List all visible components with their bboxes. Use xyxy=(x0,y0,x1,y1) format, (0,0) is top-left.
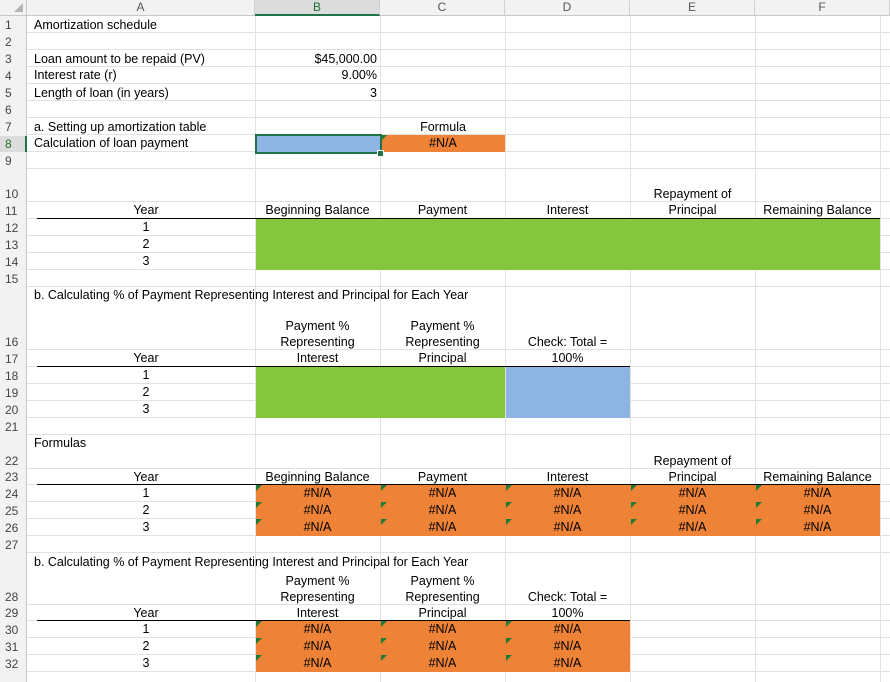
amortization-input-range[interactable] xyxy=(256,219,880,270)
sb-pct-principal-line3: Principal xyxy=(418,351,467,365)
error-indicator-icon[interactable] xyxy=(381,519,387,525)
formulas-label[interactable]: Formulas xyxy=(34,436,87,450)
gridline-h xyxy=(27,83,890,84)
error-indicator-icon[interactable] xyxy=(506,638,512,644)
row-header-17[interactable]: 17 xyxy=(0,351,27,367)
sb2-row3-pct-interest[interactable]: #N/A xyxy=(303,656,332,670)
f-row1-year[interactable]: 1 xyxy=(142,486,150,500)
t1-year-2[interactable]: 2 xyxy=(142,237,150,251)
formula-value[interactable]: #N/A xyxy=(429,136,457,150)
error-indicator-icon[interactable] xyxy=(506,502,512,508)
row-header-2[interactable]: 2 xyxy=(0,34,27,50)
sheet-title[interactable]: Amortization schedule xyxy=(34,18,157,32)
error-indicator-icon[interactable] xyxy=(631,519,637,525)
sb-year-3[interactable]: 3 xyxy=(142,402,150,416)
formula-label[interactable]: Formula xyxy=(420,120,466,134)
sb2-pct-principal-line3: Principal xyxy=(418,606,467,620)
percent-input-range[interactable] xyxy=(256,367,505,418)
rate-label[interactable]: Interest rate (r) xyxy=(34,68,117,82)
error-indicator-icon[interactable] xyxy=(506,621,512,627)
check-input-range[interactable] xyxy=(506,367,630,418)
sb-year-1[interactable]: 1 xyxy=(142,368,150,382)
sb2-header-year[interactable]: Year xyxy=(133,606,159,620)
t1-header-interest[interactable]: Interest xyxy=(546,203,589,217)
error-indicator-icon[interactable] xyxy=(256,638,262,644)
sb2-header-pct-interest[interactable] xyxy=(255,573,380,621)
row-header-12[interactable]: 12 xyxy=(0,220,27,236)
t1-header-year[interactable]: Year xyxy=(133,203,159,217)
row-header-14[interactable]: 14 xyxy=(0,254,27,270)
row-header-23[interactable]: 23 xyxy=(0,469,27,485)
pv-label[interactable]: Loan amount to be repaid (PV) xyxy=(34,52,205,66)
sb2-check-line2: 100% xyxy=(551,606,584,620)
sb2-row2-pct-interest[interactable]: #N/A xyxy=(303,639,332,653)
f-header-repayment-line2[interactable]: Principal xyxy=(668,470,717,484)
f-row3-interest[interactable]: #N/A xyxy=(553,520,582,534)
t1-year-3[interactable]: 3 xyxy=(142,254,150,268)
rate-value[interactable]: 9.00% xyxy=(341,68,377,82)
sb2-row2-check[interactable]: #N/A xyxy=(553,639,582,653)
sb-pct-interest-line1: Payment % xyxy=(285,319,350,333)
error-indicator-icon[interactable] xyxy=(256,485,262,491)
sb2-pct-interest-line2: Representing xyxy=(280,590,355,604)
error-indicator-icon[interactable] xyxy=(631,485,637,491)
error-indicator-icon[interactable] xyxy=(756,519,762,525)
sb-year-2[interactable]: 2 xyxy=(142,385,150,399)
sb2-pct-interest-line3: Interest xyxy=(296,606,339,620)
sb2-row3-pct-principal[interactable]: #N/A xyxy=(428,656,457,670)
years-label[interactable]: Length of loan (in years) xyxy=(34,86,169,100)
calc-payment-label[interactable]: Calculation of loan payment xyxy=(34,136,189,150)
gridline-h xyxy=(27,49,890,50)
column-header-e[interactable]: E xyxy=(630,0,755,16)
row-header-9[interactable]: 9 xyxy=(0,153,27,169)
f-row3-payment[interactable]: #N/A xyxy=(428,520,457,534)
row-header-13[interactable]: 13 xyxy=(0,237,27,253)
f-row2-repayment[interactable]: #N/A xyxy=(678,503,707,517)
row-header-11[interactable]: 11 xyxy=(0,203,27,219)
sb-header-check[interactable] xyxy=(505,334,630,366)
row-header-16[interactable]: 16 xyxy=(0,334,27,350)
sb2-pct-interest-line1: Payment % xyxy=(285,574,350,588)
row-header-6[interactable]: 6 xyxy=(0,102,27,118)
column-header-c[interactable]: C xyxy=(380,0,505,16)
f-row1-interest[interactable]: #N/A xyxy=(553,486,582,500)
f-row3-year[interactable]: 3 xyxy=(142,520,150,534)
error-indicator-icon[interactable] xyxy=(381,485,387,491)
gridline-h xyxy=(27,434,890,435)
error-indicator-icon[interactable] xyxy=(631,502,637,508)
row-header-5[interactable]: 5 xyxy=(0,85,27,101)
sb2-row2-year[interactable]: 2 xyxy=(142,639,150,653)
error-indicator-icon[interactable] xyxy=(756,485,762,491)
gridline-h xyxy=(27,168,890,169)
t1-header-repayment-line2[interactable]: Principal xyxy=(668,203,717,217)
section-a-heading[interactable]: a. Setting up amortization table xyxy=(34,120,207,134)
sb2-header-pct-principal[interactable] xyxy=(380,573,505,621)
row-header-18[interactable]: 18 xyxy=(0,368,27,384)
row-header-4[interactable]: 4 xyxy=(0,68,27,84)
sb2-row2-pct-principal[interactable]: #N/A xyxy=(428,639,457,653)
error-indicator-icon[interactable] xyxy=(506,519,512,525)
f-row1-remaining[interactable]: #N/A xyxy=(803,486,832,500)
sb2-check-line1: Check: Total = xyxy=(527,590,608,604)
f-row1-beginning[interactable]: #N/A xyxy=(303,486,332,500)
fill-handle[interactable] xyxy=(377,150,384,157)
sb2-row1-pct-principal[interactable]: #N/A xyxy=(428,622,457,636)
f-row3-remaining[interactable]: #N/A xyxy=(803,520,832,534)
sb2-header-check[interactable] xyxy=(505,589,630,621)
f-row2-payment[interactable]: #N/A xyxy=(428,503,457,517)
row-header-31[interactable]: 31 xyxy=(0,639,27,655)
row-header-22[interactable]: 22 xyxy=(0,453,27,469)
f-header-payment[interactable]: Payment xyxy=(417,470,468,484)
years-value[interactable]: 3 xyxy=(370,86,377,100)
f-header-repayment-line1[interactable]: Repayment of xyxy=(653,454,732,468)
section-b2-heading[interactable]: b. Calculating % of Payment Representing Interest and Principal for Each Year xyxy=(34,555,469,569)
sb-pct-principal-line1: Payment % xyxy=(410,319,475,333)
row-header-24[interactable]: 24 xyxy=(0,486,27,502)
column-header-a[interactable]: A xyxy=(27,0,255,16)
row-header-32[interactable]: 32 xyxy=(0,656,27,672)
error-indicator-icon[interactable] xyxy=(381,502,387,508)
f-header-year[interactable]: Year xyxy=(133,470,159,484)
f-row2-remaining[interactable]: #N/A xyxy=(803,503,832,517)
f-header-remaining[interactable]: Remaining Balance xyxy=(763,470,872,484)
t1-year-1[interactable]: 1 xyxy=(142,220,150,234)
error-indicator-icon[interactable] xyxy=(756,502,762,508)
row-header-25[interactable]: 25 xyxy=(0,503,27,519)
error-indicator-icon[interactable] xyxy=(256,519,262,525)
t1-header-remaining[interactable]: Remaining Balance xyxy=(763,203,872,217)
row-header-15[interactable]: 15 xyxy=(0,271,27,287)
sb2-row1-pct-interest[interactable]: #N/A xyxy=(303,622,332,636)
sb2-row3-check[interactable]: #N/A xyxy=(553,656,582,670)
error-indicator-icon[interactable] xyxy=(381,621,387,627)
pv-value[interactable]: $45,000.00 xyxy=(314,52,377,66)
f-row3-beginning[interactable]: #N/A xyxy=(303,520,332,534)
f-row2-year[interactable]: 2 xyxy=(142,503,150,517)
error-indicator-icon[interactable] xyxy=(381,638,387,644)
sb-pct-interest-line2: Representing xyxy=(280,335,355,349)
row-header-30[interactable]: 30 xyxy=(0,622,27,638)
section-b-heading[interactable]: b. Calculating % of Payment Representing Interest and Principal for Each Year xyxy=(34,288,469,302)
row-header-1[interactable]: 1 xyxy=(0,17,27,33)
row-header-10[interactable]: 10 xyxy=(0,186,27,202)
row-header-7[interactable]: 7 xyxy=(0,119,27,135)
sb-header-pct-interest[interactable] xyxy=(255,318,380,366)
t1-header-repayment-line1[interactable]: Repayment of xyxy=(653,187,732,201)
row-header-28[interactable]: 28 xyxy=(0,589,27,605)
sb-check-line1: Check: Total = xyxy=(527,335,608,349)
row-header-21[interactable]: 21 xyxy=(0,419,27,435)
row-header-3[interactable]: 3 xyxy=(0,51,27,67)
select-all-corner[interactable] xyxy=(0,0,27,16)
f-header-interest[interactable]: Interest xyxy=(546,470,589,484)
f-row1-repayment[interactable]: #N/A xyxy=(678,486,707,500)
f-header-beginning[interactable]: Beginning Balance xyxy=(265,470,370,484)
gridline-h xyxy=(27,552,890,553)
sb-check-line2: 100% xyxy=(551,351,584,365)
f-row3-repayment[interactable]: #N/A xyxy=(678,520,707,534)
column-header-b[interactable]: B xyxy=(255,0,380,16)
error-indicator-icon[interactable] xyxy=(256,655,262,661)
row-header-8[interactable]: 8 xyxy=(0,136,27,152)
t1-header-payment[interactable]: Payment xyxy=(417,203,468,217)
row-header-26[interactable]: 26 xyxy=(0,520,27,536)
sb2-pct-principal-line1: Payment % xyxy=(410,574,475,588)
sb2-row1-check[interactable]: #N/A xyxy=(553,622,582,636)
row-header-19[interactable]: 19 xyxy=(0,385,27,401)
f-row2-interest[interactable]: #N/A xyxy=(553,503,582,517)
column-header-d[interactable]: D xyxy=(505,0,630,16)
sb2-row1-year[interactable]: 1 xyxy=(142,622,150,636)
gridline-h xyxy=(27,117,890,118)
error-indicator-icon[interactable] xyxy=(256,621,262,627)
error-indicator-icon[interactable] xyxy=(256,502,262,508)
row-header-20[interactable]: 20 xyxy=(0,402,27,418)
sb-header-pct-principal[interactable] xyxy=(380,318,505,366)
f-row2-beginning[interactable]: #N/A xyxy=(303,503,332,517)
sb-pct-principal-line2: Representing xyxy=(405,335,480,349)
sb-header-year[interactable]: Year xyxy=(133,351,159,365)
f-row1-payment[interactable]: #N/A xyxy=(428,486,457,500)
sb-pct-interest-line3: Interest xyxy=(296,351,339,365)
sb2-row3-year[interactable]: 3 xyxy=(142,656,150,670)
row-header-27[interactable]: 27 xyxy=(0,537,27,553)
sb2-pct-principal-line2: Representing xyxy=(405,590,480,604)
error-indicator-icon[interactable] xyxy=(506,485,512,491)
cell-selection[interactable] xyxy=(255,134,382,154)
error-indicator-icon[interactable] xyxy=(381,135,387,141)
row-header-29[interactable]: 29 xyxy=(0,605,27,621)
t1-header-beginning[interactable]: Beginning Balance xyxy=(265,203,370,217)
column-header-f[interactable]: F xyxy=(755,0,890,16)
error-indicator-icon[interactable] xyxy=(506,655,512,661)
error-indicator-icon[interactable] xyxy=(381,655,387,661)
